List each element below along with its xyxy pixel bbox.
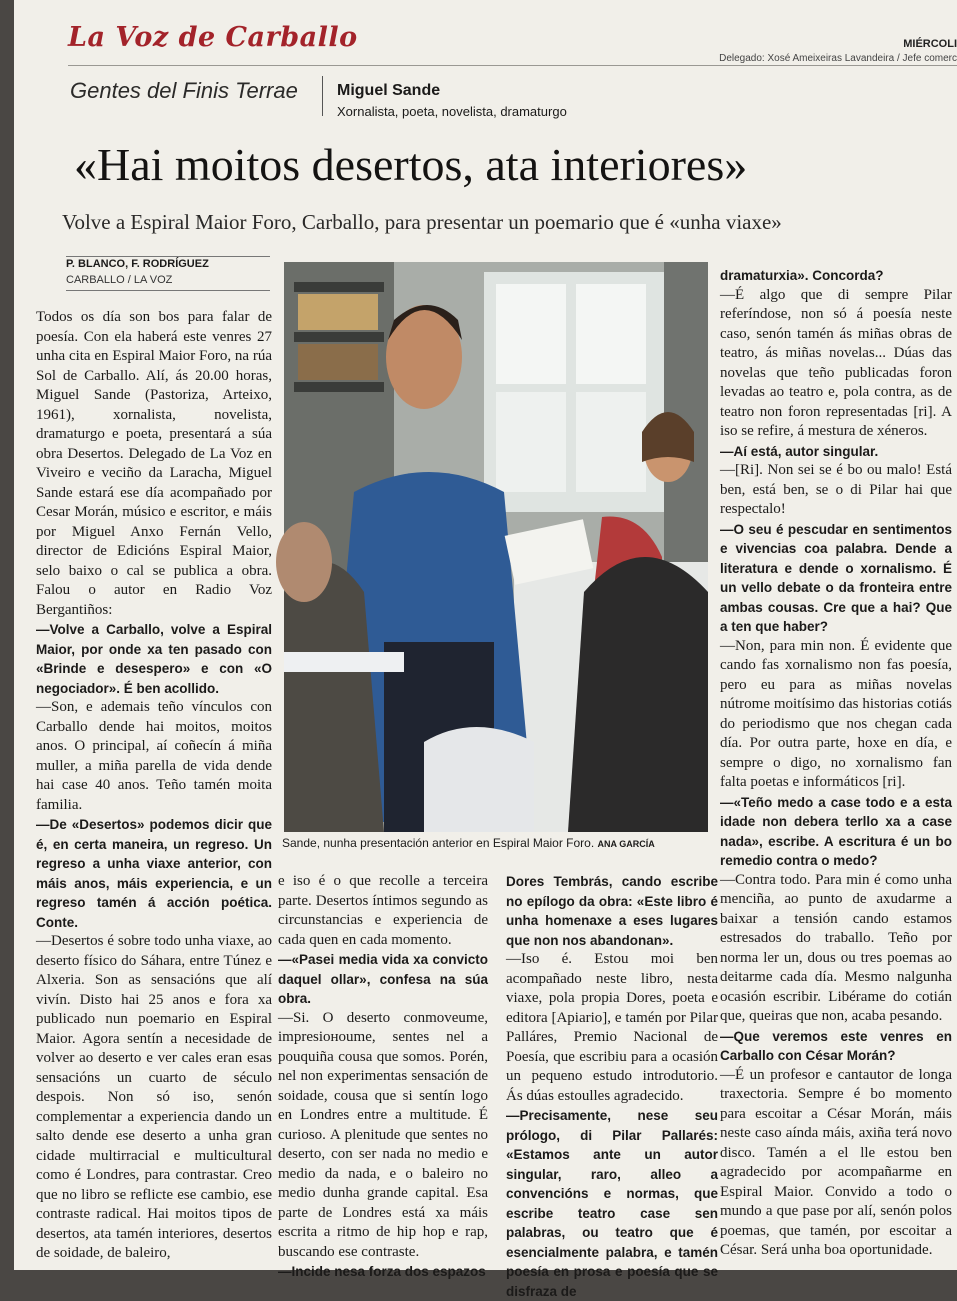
person-role: Xornalista, poeta, novelista, dramaturgo <box>337 104 567 119</box>
interview-question: —Precisamente, nese seu prólogo, di Pilar Pallarés: «Estamos ante un autor singular, raro, alleo a convencións e normas, que escribe teatro case sen palabras, ou teatro que é esencialmente palabra, e tamén poesía en prosa e poesía que se disfraza de <box>506 1108 718 1299</box>
interview-question: —Incide nesa forza dos espazos <box>278 1264 486 1279</box>
subheadline: Volve a Espiral Maior Foro, Carballo, para presentar un poemario que é «unha viaxe» <box>62 210 782 234</box>
masthead-logo: La Voz de Carballo <box>68 22 358 53</box>
body-paragraph: —[Ri]. Non sei se é bo ou malo! Está ben, está ben, se o di Pilar hai que respectalo! <box>720 462 952 517</box>
body-paragraph: —É un profesor e cantautor de longa traxectoria. Sempre é bo momento para escoitar a César Morán, máis neste caso aínda máis, axiña terá novo disco. Tamén a el lle estou ben agradecido por acompañarme en Espiral Maior. Convido a todo o mundo a que pase por alí, senón polos poemas, que tamén, por escoitar a César. Será unha boa oportunidade. <box>720 1066 952 1258</box>
article-column-1 <box>36 308 272 1264</box>
article-photo <box>284 262 708 832</box>
article-column-4 <box>720 266 952 1261</box>
section-divider <box>322 76 323 116</box>
interview-question: —De «Desertos» podemos dicir que é, en certa maneira, un regreso. Un regreso a unha viaxe anterior, con máis anos, máis experiencia, e un regreso tamén á acción poética. Conte. <box>36 817 272 930</box>
caption-text: Sande, nunha presentación anterior en Espiral Maior Foro. <box>282 836 595 850</box>
byline-rule <box>66 256 270 257</box>
interview-question: —Volve a Carballo, volve a Espiral Maior, por onde xa ten pasado con «Brinde e desespero» e con «O negociador». É ben acollido. <box>36 622 272 696</box>
body-paragraph: —Desertos é sobre todo unha viaxe, ao deserto físico do Sáhara, entre Túnez e Alxeria. Son as sensacións que alí vivín. Disto hai 25 anos e fora xa publicado nun poemario en Espiral Maior. Agora sentín a necesidade de volver ao deserto e ver cales eran esas sensacións un cuarto de século despois. Non só iso, senón complementar a experiencia dando un salto dende ese deserto a unha gran cidade multirracial e multicultural como é Londres, para contrastar. Creo que no libro se reflicte ese cambio, ese contraste radical. Hai moitos tipos de desertos, ata tamén interiores, desertos de soidade, de baleiro, <box>36 933 272 1261</box>
interview-question: —«Teño medo a case todo e a esta idade non debera terllo xa a case nada», escribe. A escritura é un bo remedio contra o medo? <box>720 794 952 868</box>
byline-rule-bottom <box>66 290 270 291</box>
interview-question: dramaturxia». Concorda? <box>720 268 884 283</box>
interview-question: —O seu é pescudar en sentimentos e vivencias coa palabra. Dende a literatura e dende o xornalismo. É un vello debate o da fronteira entre ambas cousas. Cre que a hai? Que a ten que haber? <box>720 521 952 634</box>
body-paragraph: —É algo que di sempre Pilar referíndose, non só á poesía neste caso, senón tamén ás miñas obras de teatro, ás miñas novelas... Dúas das novelas que teño publicadas foron levadas ao teatro e, pola contra, as de teatro non foron representadas [ri]. A iso se refire, á mestura de xéneros. <box>720 286 952 439</box>
body-paragraph: —Si. O deserto conmoveume, impresioноume, sentes nel a pouquiña cousa que somos. Porén, nel non experimentas sensación de soidade, cousa que si sentín logo en Londres entre a multitude. É curioso. A plenitude que sentes no deserto, con ser nada no medio e medio da nada, e o baleiro no medio dunha grande capital. Esa parte de Londres está xa máis escrita a ritmo de hip hop e rap, buscando ese contraste. <box>278 1009 488 1260</box>
photo-illustration <box>284 262 708 832</box>
body-paragraph: —Son, e ademais teño vínculos con Carballo dende hai moitos, moitos anos. O principal, aí coñecín á miña muller, a miña parella de vida dende hai case 40 anos. Teño tamén moita familia. <box>36 699 272 813</box>
date-header: MIÉRCOLI <box>903 38 957 50</box>
interview-question: Dores Tembrás, cando escribe no epílogo da obra: «Este libro é unha homenaxe a eses lugares que non nos abandonan». <box>506 874 718 948</box>
byline: P. BLANCO, F. RODRÍGUEZ <box>66 258 209 270</box>
header-rule <box>68 65 957 66</box>
photo-caption <box>282 836 655 850</box>
article-column-3 <box>506 872 718 1301</box>
body-paragraph: —Iso é. Estou moi ben acompañado neste libro, nesta viaxe, pola propia Dores, poeta e editora [Apiario], e tamén por Pilar Palláres, Premio Nacional de Poesía, que escribiu para a ocasión un pequeno estudo introdutorio. Ás dúas estoulles agradecido. <box>506 951 718 1104</box>
article-column-2 <box>278 872 488 1282</box>
interview-question: —Que veremos este venres en Carballo con César Morán? <box>720 1028 952 1063</box>
byline-place: CARBALLO / LA VOZ <box>66 274 173 286</box>
body-paragraph: —Non, para min non. É evidente que cando fas xornalismo non fas poesía, pero eu para as miñas novelas nútrome moitísimo das historias cotiás do periodismo que nos chegan cada día. Por outra parte, hoxe en día, e sempre o digo, no xornalismo fan falta poetas e informáticos [ri]. <box>720 637 952 790</box>
newspaper-page <box>14 0 957 1299</box>
headline: «Hai moitos desertos, ata interiores» <box>74 139 748 190</box>
section-title: Gentes del Finis Terrae <box>70 78 298 103</box>
interview-question: —Aí está, autor singular. <box>720 443 879 459</box>
person-name: Miguel Sande <box>337 82 441 99</box>
body-paragraph: —Contra todo. Para min é como unha menciña, ao punto de axudarme a baixar a tensión cando estamos estresados do traballo. Teño por norma ler un, dous ou tres poemas ao deitarme cada día. Mesmo nalgunha ocasión escribir. Libérame do cotián que, queiras que non, acaba pesando. <box>720 871 952 1024</box>
interview-question: —«Pasei media vida xa convicto daquel ollar», confesa na súa obra. <box>278 952 488 1006</box>
delegate-line: Delegado: Xosé Ameixeiras Lavandeira / Jefe comerc <box>719 53 957 64</box>
body-paragraph: Todos os día son bos para falar de poesía. Con ela haberá este venres 27 unha cita en Espiral Maior Foro, na rúa Sol de Carballo. Alí, ás 20.00 horas, Miguel Sande (Pastoriza, Arteixo, 1961), xornalista, novelista, dramaturgo e poeta, presentará a súa obra Desertos. Delegado de La Voz en Viveiro e veciño da Laracha, Miguel Sande estará ese día acompañado por Cesar Morán, músico e escritor, e máis por Miguel Anxo Fernán Vello, director de Edicións Espiral Maior, selo baixo o cal se publica a obra. Falou o autor en Radio Voz Bergantiños: <box>36 309 272 618</box>
body-paragraph: e iso é o que recolle a terceira parte. Desertos íntimos segundo as circunstancias e experiencia de cada quen en cada momento. <box>278 873 488 948</box>
photo-credit: ANA GARCÍA <box>597 839 655 849</box>
